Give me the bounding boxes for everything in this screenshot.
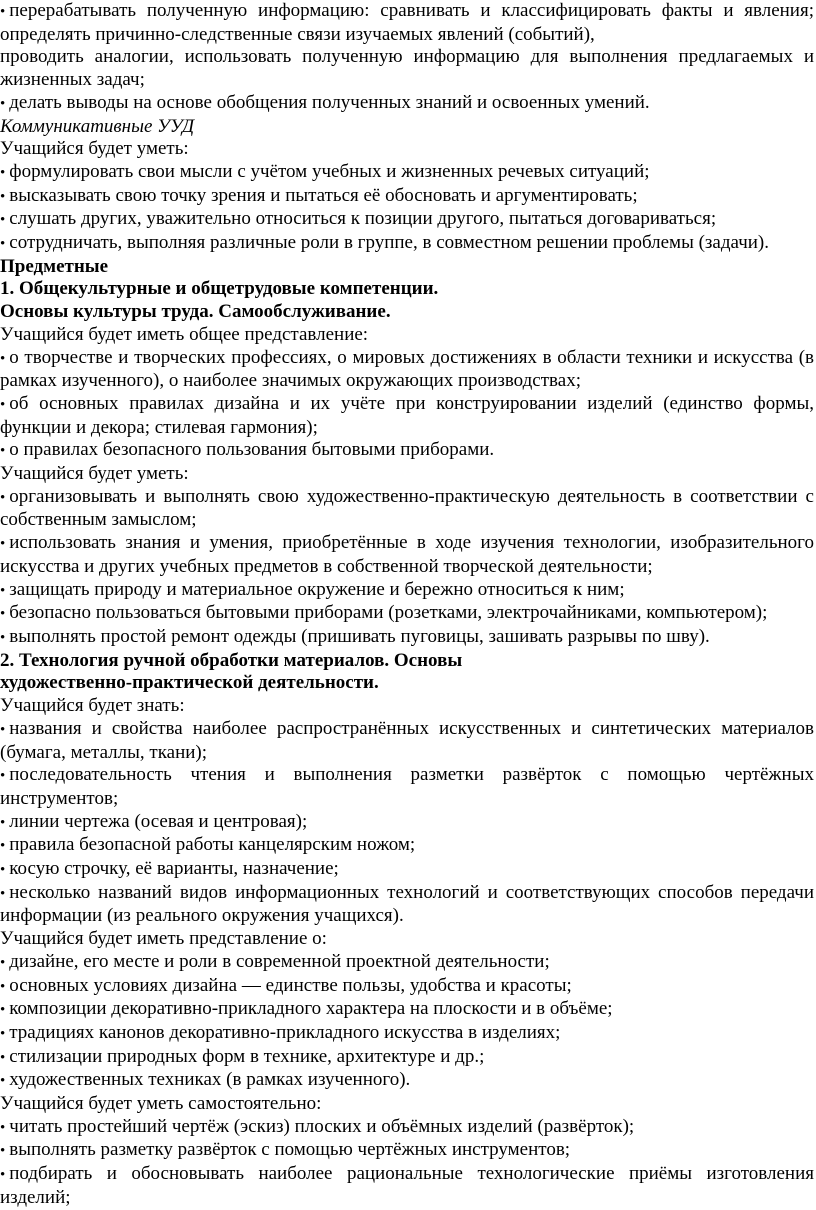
line-text: художественных техниках (в рамках изученного). [9,1069,411,1091]
bullet-item [0,858,814,882]
bullet-item [0,579,814,603]
bullet-item [0,1022,814,1046]
bullet-item [0,834,814,858]
bullet-item [0,208,814,232]
bullet-icon: • [0,1049,6,1066]
paragraph [0,695,814,718]
line-text: Учащийся будет иметь общее представление: [0,323,369,345]
bullet-item [0,764,814,810]
bullet-icon: • [0,95,6,112]
line-text: защищать природу и материальное окружение и бережно относиться к ним; [9,578,625,600]
line-text: линии чертежа (осевая и центровая); [9,810,308,832]
bullet-item [0,1139,814,1163]
bullet-item [0,161,814,185]
bullet-icon: • [0,212,6,229]
line-text: об основных правилах дизайна и их учёте при конструировании изделий (единство формы, функции и декора; стилевая гармония); [0,392,814,438]
section-heading [0,650,814,673]
bullet-icon: • [0,1073,6,1090]
bullet-item [0,1046,814,1070]
bullet-item [0,626,814,650]
line-text: дизайне, его месте и роли в современной проектной деятельности; [9,950,550,972]
paragraph [0,324,814,347]
line-text: Учащийся будет уметь: [0,463,189,485]
line-text: слушать других, уважительно относиться к позиции другого, пытаться договариваться; [9,208,717,230]
line-text: выполнять простой ремонт одежды (пришивать пуговицы, зашивать разрывы по шву). [9,625,710,647]
line-text: выполнять разметку развёрток с помощью чертёжных инструментов; [9,1139,571,1161]
bullet-icon: • [0,1002,6,1019]
line-text: стилизации природных форм в технике, архитектуре и др.; [9,1045,485,1067]
bullet-item [0,882,814,928]
bullet-icon: • [0,814,6,831]
line-text: традициях канонов декоративно-прикладного искусства в изделиях; [9,1021,561,1043]
bullet-icon: • [0,582,6,599]
bullet-item [0,602,814,626]
line-text: несколько названий видов информационных технологий и соответствующих способов передачи информации (из реального окружения учащихся). [0,881,814,927]
bullet-icon: • [0,954,6,971]
bullet-item [0,1069,814,1093]
bullet-icon: • [0,4,6,20]
bullet-icon: • [0,396,6,413]
paragraph [0,138,814,161]
bullet-item [0,185,814,209]
paragraph [0,463,814,486]
bullet-icon: • [0,629,6,646]
line-text: подбирать и обосновывать наиболее рациональные технологические приёмы изготовления изделий; [0,1163,814,1208]
bullet-item [0,998,814,1022]
bullet-icon: • [0,236,6,253]
line-text: читать простейший чертёж (эскиз) плоских и объёмных изделий (развёрток); [9,1115,635,1137]
line-text: названия и свойства наиболее распространённых искусственных и синтетических материалов (бумага, металлы, ткани); [0,717,814,763]
bullet-item [0,92,814,116]
bullet-icon: • [0,188,6,205]
line-text: Учащийся будет иметь представление о: [0,928,327,950]
line-text: использовать знания и умения, приобретённые в ходе изучения технологии, изобразительного искусства и других учебных предметов в собственной творческой деятельности; [0,532,814,577]
bullet-icon: • [0,862,6,879]
subsection-title [0,116,814,139]
line-text: правила безопасной работы канцелярским ножом; [9,834,416,856]
bullet-item [0,0,814,46]
bullet-item [0,718,814,764]
line-text: художественно-практической деятельности. [0,672,379,694]
line-text: Основы культуры труда. Самообслуживание. [0,301,391,323]
bullet-icon: • [0,1119,6,1136]
bullet-icon: • [0,536,6,553]
line-text: формулировать свои мысли с учётом учебных и жизненных речевых ситуаций; [9,160,650,182]
line-text: перерабатывать полученную информацию: сравнивать и классифицировать факты и явления; определять причинно-следственные связи изучаемых явлений (событий), [0,0,814,45]
bullet-item [0,1116,814,1140]
bullet-icon: • [0,1025,6,1042]
line-text: делать выводы на основе обобщения полученных знаний и освоенных умений. [9,91,650,113]
line-text: высказывать свою точку зрения и пытаться её обосновать и аргументировать; [9,184,638,206]
bullet-icon: • [0,721,6,738]
line-text: о правилах безопасного пользования бытовыми приборами. [9,439,495,461]
bullet-icon: • [0,978,6,995]
bullet-item [0,486,814,532]
line-text: косую строчку, её варианты, назначение; [9,858,339,880]
line-text: Предметные [0,255,109,277]
paragraph [0,928,814,951]
bullet-item [0,975,814,999]
line-text: основных условиях дизайна — единстве пользы, удобства и красоты; [9,974,572,996]
line-text: проводить аналогии, использовать полученную информацию для выполнения предлагаемых и жизненных задач; [0,46,814,91]
line-text: 1. Общекультурные и общетрудовые компетенции. [0,278,439,300]
bullet-item [0,232,814,256]
bullet-icon: • [0,768,6,785]
line-text: безопасно пользоваться бытовыми приборами (розетками, электрочайниками, компьютером); [9,602,768,624]
line-text: 2. Технология ручной обработки материалов. Основы [0,649,463,671]
bullet-item [0,811,814,835]
line-text: о творчестве и творческих профессиях, о мировых достижениях в области техники и искусства (в рамках изученного), о наиболее значимых окружающих производствах; [0,346,814,392]
section-heading [0,672,814,695]
line-text: Коммуникативные УУД [0,115,195,137]
line-text: Учащийся будет знать: [0,695,185,717]
line-text: сотрудничать, выполняя различные роли в группе, в совместном решении проблемы (задачи). [9,232,769,254]
bullet-icon: • [0,350,6,367]
paragraph [0,1093,814,1116]
section-heading [0,256,814,279]
bullet-item [0,532,814,578]
bullet-icon: • [0,164,6,181]
bullet-icon: • [0,1167,6,1184]
bullet-item [0,393,814,439]
bullet-icon: • [0,838,6,855]
bullet-item [0,347,814,393]
line-text: последовательность чтения и выполнения разметки развёрток с помощью чертёжных инструментов; [0,764,814,809]
bullet-item [0,439,814,463]
line-text: Учащийся будет уметь: [0,138,189,160]
bullet-icon: • [0,443,6,460]
paragraph [0,46,814,91]
line-text: Учащийся будет уметь самостоятельно: [0,1093,322,1115]
section-heading [0,278,814,301]
bullet-icon: • [0,885,6,902]
line-text: организовывать и выполнять свою художественно-практическую деятельность в соответствии с собственным замыслом; [0,485,814,531]
line-text: композиции декоративно-прикладного характера на плоскости и в объёме; [9,998,613,1020]
bullet-item [0,1163,814,1209]
bullet-icon: • [0,489,6,506]
bullet-icon: • [0,1143,6,1160]
bullet-icon: • [0,606,6,623]
bullet-item [0,951,814,975]
section-heading [0,301,814,324]
